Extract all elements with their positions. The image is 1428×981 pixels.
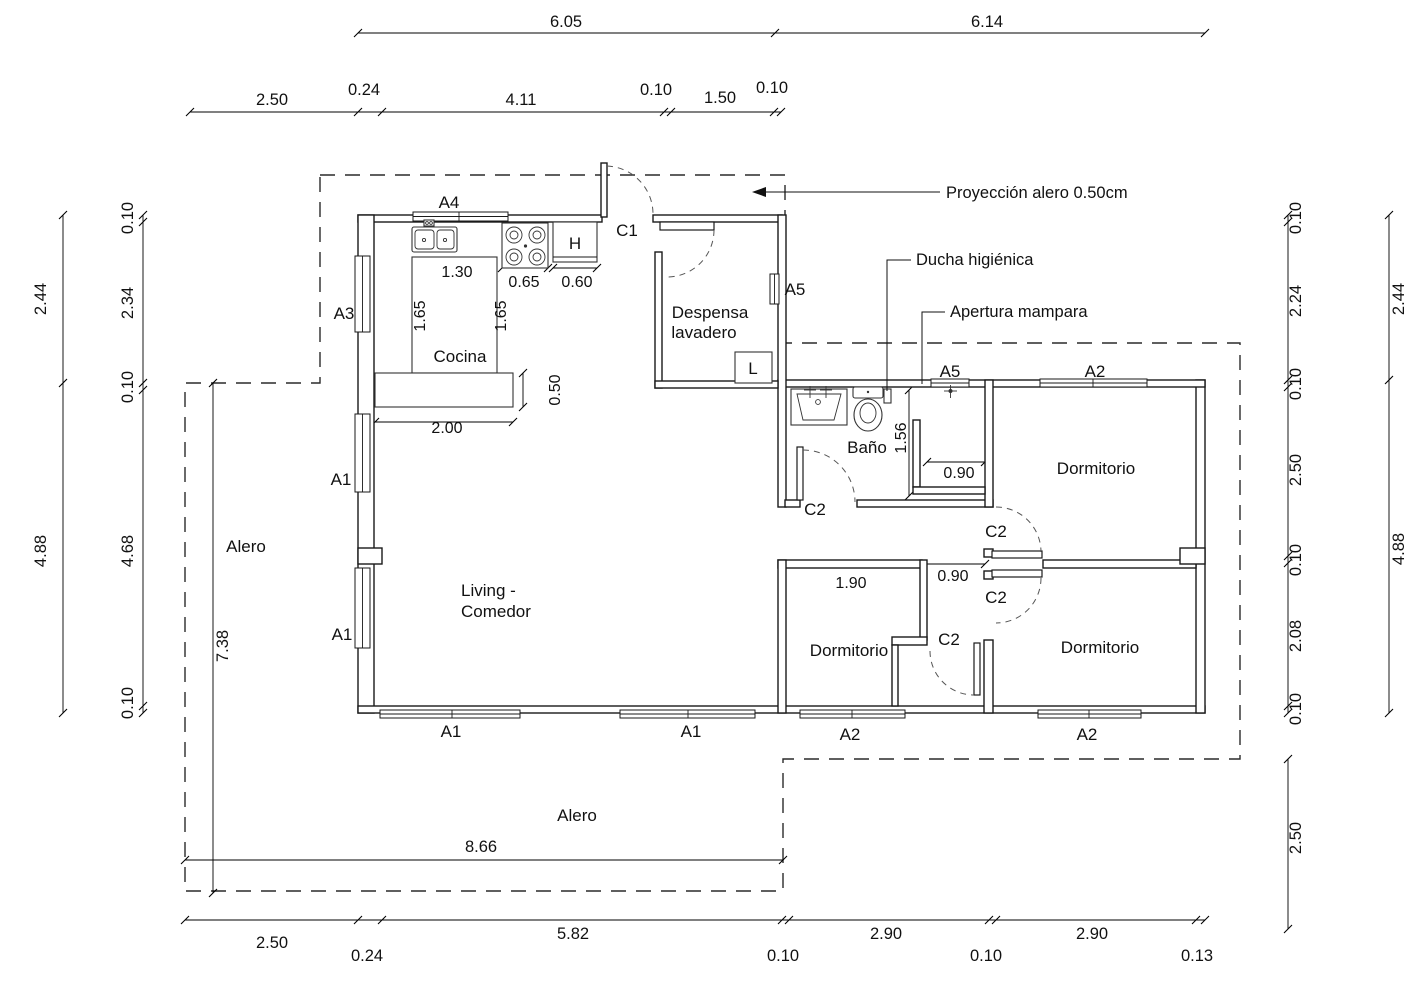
wall-pier-west bbox=[358, 548, 382, 564]
window-a5-despensa-icon bbox=[770, 274, 779, 304]
room-label-living-1: Living - bbox=[461, 581, 516, 600]
dim-right-2-50b: 2.50 bbox=[1287, 821, 1305, 855]
window-a1-west-upper-icon bbox=[355, 414, 370, 492]
room-label-despensa-2: lavadero bbox=[671, 323, 737, 342]
wall-pier-east bbox=[1180, 548, 1205, 564]
room-label-alero-left: Alero bbox=[226, 537, 266, 556]
door-dorm2-leaf bbox=[992, 570, 1042, 577]
door-label-c2-bath: C2 bbox=[804, 500, 826, 519]
window-label-a1-bottom-1: A1 bbox=[440, 722, 462, 741]
dim-dorm3-1-90: 1.90 bbox=[835, 575, 867, 592]
window-a1-bottom-2-icon bbox=[620, 710, 755, 718]
dim-7-38: 7.38 bbox=[214, 629, 232, 663]
door-label-c2-dorm3: C2 bbox=[938, 630, 960, 649]
door-dorm3-arc bbox=[930, 651, 974, 695]
dim-left-2-44: 2.44 bbox=[32, 282, 50, 316]
room-label-despensa-1: Despensa bbox=[671, 303, 749, 322]
door-label-c1: C1 bbox=[616, 221, 638, 240]
dim-top-4-11: 4.11 bbox=[505, 91, 537, 109]
appliance-label-l: L bbox=[748, 359, 758, 378]
dim-right-0-10b: 0.10 bbox=[1287, 367, 1305, 401]
dim-top-0-10a: 0.10 bbox=[639, 81, 673, 99]
door-label-c2-dorm1: C2 bbox=[985, 522, 1007, 541]
stove-icon bbox=[502, 223, 548, 268]
dim-right-2-08: 2.08 bbox=[1287, 619, 1305, 653]
walls bbox=[358, 163, 1205, 713]
dim-right-0-10a: 0.10 bbox=[1287, 201, 1305, 235]
window-label-a1-bottom-2: A1 bbox=[680, 722, 702, 741]
dim-island-1-65a: 1.65 bbox=[412, 300, 429, 332]
dim-bot-0-24: 0.24 bbox=[350, 947, 384, 965]
fixtures bbox=[375, 220, 957, 431]
dim-counter-2-00: 2.00 bbox=[431, 420, 463, 437]
door-despensa-leaf bbox=[660, 222, 714, 230]
window-label-a3: A3 bbox=[333, 304, 355, 323]
room-label-alero-bottom: Alero bbox=[557, 806, 597, 825]
kitchen-counter bbox=[375, 373, 513, 407]
dim-right-0-10c: 0.10 bbox=[1287, 543, 1305, 577]
window-label-a4: A4 bbox=[438, 193, 460, 212]
dim-bot-2-90b: 2.90 bbox=[1075, 925, 1109, 943]
window-a3-icon bbox=[355, 256, 370, 332]
window-label-a5-bath: A5 bbox=[939, 362, 961, 381]
dim-fridge-0-60: 0.60 bbox=[561, 274, 593, 291]
dim-left-4-88: 4.88 bbox=[32, 534, 50, 568]
dim-top-6-05: 6.05 bbox=[549, 13, 583, 31]
window-label-a1-west-1: A1 bbox=[330, 470, 352, 489]
dim-shower-0-90: 0.90 bbox=[943, 465, 975, 482]
dim-bot-2-90a: 2.90 bbox=[869, 925, 903, 943]
dim-hall-0-90: 0.90 bbox=[937, 568, 969, 585]
dim-bath-1-56: 1.56 bbox=[893, 422, 910, 454]
dim-right-4-88: 4.88 bbox=[1390, 532, 1408, 566]
door-c1-arc bbox=[607, 166, 653, 214]
dim-left-4-68: 4.68 bbox=[119, 534, 137, 568]
eave-projection-outline bbox=[185, 175, 1240, 891]
dim-right-0-10d: 0.10 bbox=[1287, 692, 1305, 726]
annotation-ducha: Ducha higiénica bbox=[916, 251, 1034, 269]
window-label-a5-despensa: A5 bbox=[784, 280, 806, 299]
dim-bot-2-50: 2.50 bbox=[255, 934, 289, 952]
dim-left-0-10c: 0.10 bbox=[119, 686, 137, 720]
kitchen-sink-icon bbox=[412, 220, 457, 252]
dim-bot-0-10b: 0.10 bbox=[969, 947, 1003, 965]
door-dorm3-leaf bbox=[974, 643, 980, 695]
door-bath-leaf bbox=[797, 447, 803, 500]
dim-left-0-10a: 0.10 bbox=[119, 201, 137, 235]
dim-top-0-24: 0.24 bbox=[347, 81, 381, 99]
window-a1-bottom-1-icon bbox=[380, 710, 520, 718]
door-label-c2-dorm2: C2 bbox=[985, 588, 1007, 607]
appliance-label-h: H bbox=[568, 234, 582, 253]
dim-island-1-30: 1.30 bbox=[441, 264, 473, 281]
dim-top-6-14: 6.14 bbox=[970, 13, 1004, 31]
room-label-living-2: Comedor bbox=[461, 602, 531, 621]
annotation-proyeccion: Proyección alero 0.50cm bbox=[946, 184, 1128, 202]
dim-bot-5-82: 5.82 bbox=[556, 925, 590, 943]
dim-stove-0-65: 0.65 bbox=[508, 274, 540, 291]
dim-left-0-10b: 0.10 bbox=[119, 370, 137, 404]
dim-top-0-10b: 0.10 bbox=[755, 79, 789, 97]
dim-left-2-34: 2.34 bbox=[119, 286, 137, 320]
window-a2-bottom-1-icon bbox=[800, 710, 905, 718]
dim-top-2-50: 2.50 bbox=[255, 91, 289, 109]
annotation-mampara: Apertura mampara bbox=[950, 303, 1088, 321]
dim-bot-0-10a: 0.10 bbox=[766, 947, 800, 965]
dim-right-2-50: 2.50 bbox=[1287, 453, 1305, 487]
dim-right-2-44: 2.44 bbox=[1390, 282, 1408, 316]
dim-top-1-50: 1.50 bbox=[703, 89, 737, 107]
door-dorm1-leaf bbox=[992, 551, 1042, 558]
arrow-left-icon bbox=[752, 187, 766, 197]
window-a2-bottom-2-icon bbox=[1038, 710, 1141, 718]
door-despensa-arc bbox=[667, 230, 714, 277]
dim-island-1-65b: 1.65 bbox=[493, 300, 510, 332]
room-label-dormitorio-2: Dormitorio bbox=[809, 641, 889, 660]
bath-vanity-icon bbox=[791, 386, 847, 425]
dimension-lines bbox=[59, 29, 1393, 933]
room-label-cocina: Cocina bbox=[433, 347, 487, 366]
window-label-a2-top: A2 bbox=[1084, 362, 1106, 381]
dim-bot-0-13: 0.13 bbox=[1180, 947, 1214, 965]
hygienic-shower-icon bbox=[884, 389, 891, 403]
room-label-dormitorio-1: Dormitorio bbox=[1056, 459, 1136, 478]
dim-8-66: 8.66 bbox=[464, 838, 498, 856]
window-label-a2-bottom-1: A2 bbox=[839, 725, 861, 744]
room-label-bano: Baño bbox=[847, 438, 887, 457]
window-label-a2-bottom-2: A2 bbox=[1076, 725, 1098, 744]
dim-right-2-24: 2.24 bbox=[1287, 284, 1305, 318]
toilet-icon bbox=[853, 387, 883, 431]
doors bbox=[607, 166, 1042, 695]
dim-counter-0-50: 0.50 bbox=[547, 374, 564, 406]
window-label-a1-west-2: A1 bbox=[331, 625, 353, 644]
door-bath-arc bbox=[803, 450, 855, 502]
room-label-dormitorio-3: Dormitorio bbox=[1060, 638, 1140, 657]
window-a1-west-lower-icon bbox=[355, 568, 370, 648]
